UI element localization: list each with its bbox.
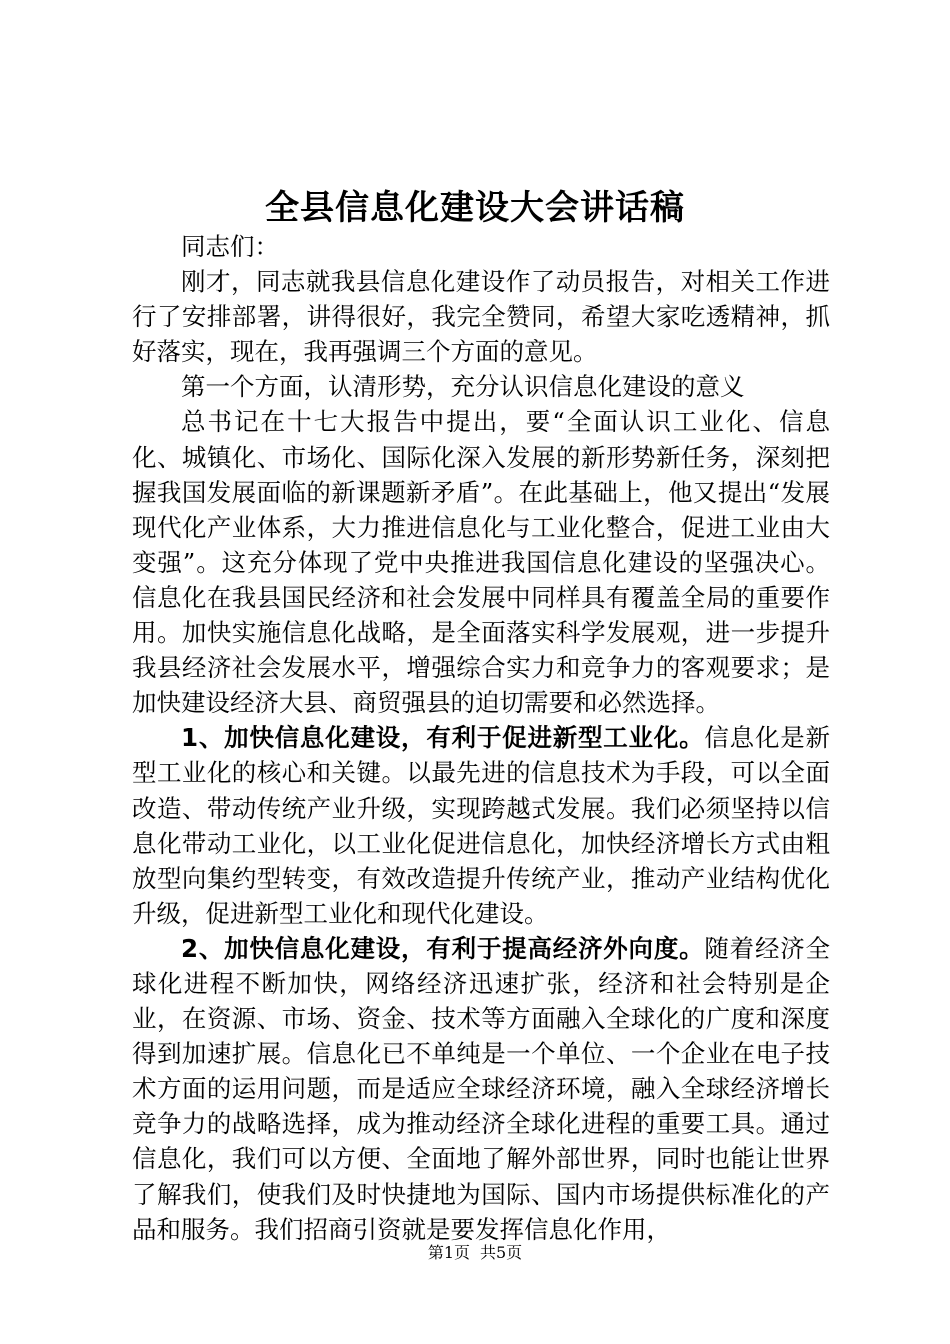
point-1-text: 信息化是新型工业化的核心和关键。以最先进的信息技术为手段，可以全面改造、带动传统产业升级，实现跨越式发展。我们必须坚持以信息化带动工业化，以工业化促进信息化，加快经济增长方式由粗放型向集约型转变，有效改造提升传统产业，推动产业结构优化升级，促进新型工业化和现代化建设。: [132, 723, 831, 928]
greeting-paragraph: 同志们：: [181, 232, 279, 261]
point-2-lead: 2、加快信息化建设，有利于提高经济外向度。: [181, 933, 705, 963]
page-footer: [0, 1242, 950, 1264]
point-2-text: 随着经济全球化进程不断加快，网络经济迅速扩张，经济和社会特别是企业，在资源、市场、资金、技术等方面融入全球化的广度和深度得到加速扩展。信息化已不单纯是一个单位、一个企业在电子技术方面的运用问题，而是适应全球经济环境，融入全球经济增长竞争力的战略选择，成为推动经济全球化进程的重要工具。通过信息化，我们可以方便、全面地了解外部世界，同时也能让世界了解我们，使我们及时快捷地为国际、国内市场提供标准化的产品和服务。我们招商引资就是要发挥信息化作用，: [132, 933, 831, 1244]
page-number: 第1页: [427, 1243, 470, 1262]
section-heading-paragraph: 第一个方面，认清形势，充分认识信息化建设的意义: [181, 372, 745, 402]
point-1-paragraph: [132, 720, 830, 931]
document-title: 全县信息化建设大会讲话稿: [265, 188, 685, 228]
context-paragraph: 总书记在十七大报告中提出，要“全面认识工业化、信息化、城镇化、市场化、国际化深入发展的新形势新任务，深刻把握我国发展面临的新课题新矛盾”。在此基础上，他又提出“发展现代化产业体系，大力推进信息化与工业化整合，促进工业由大变强”。这充分体现了党中央推进我国信息化建设的坚强决心。信息化在我县国民经济和社会发展中同样具有覆盖全局的重要作用。加快实施信息化战略，是全面落实科学发展观，进一步提升我县经济社会发展水平，增强综合实力和竞争力的客观要求；是加快建设经济大县、商贸强县的迫切需要和必然选择。: [132, 407, 830, 718]
page-total: 共5页: [480, 1243, 523, 1262]
point-1-lead: 1、加快信息化建设，有利于促进新型工业化。: [181, 723, 705, 753]
document-body: [132, 229, 830, 1247]
point-2-paragraph: [132, 931, 830, 1247]
intro-paragraph: 刚才，同志就我县信息化建设作了动员报告，对相关工作进行了安排部署，讲得很好，我完全赞同，希望大家吃透精神，抓好落实，现在，我再强调三个方面的意见。: [132, 267, 830, 367]
